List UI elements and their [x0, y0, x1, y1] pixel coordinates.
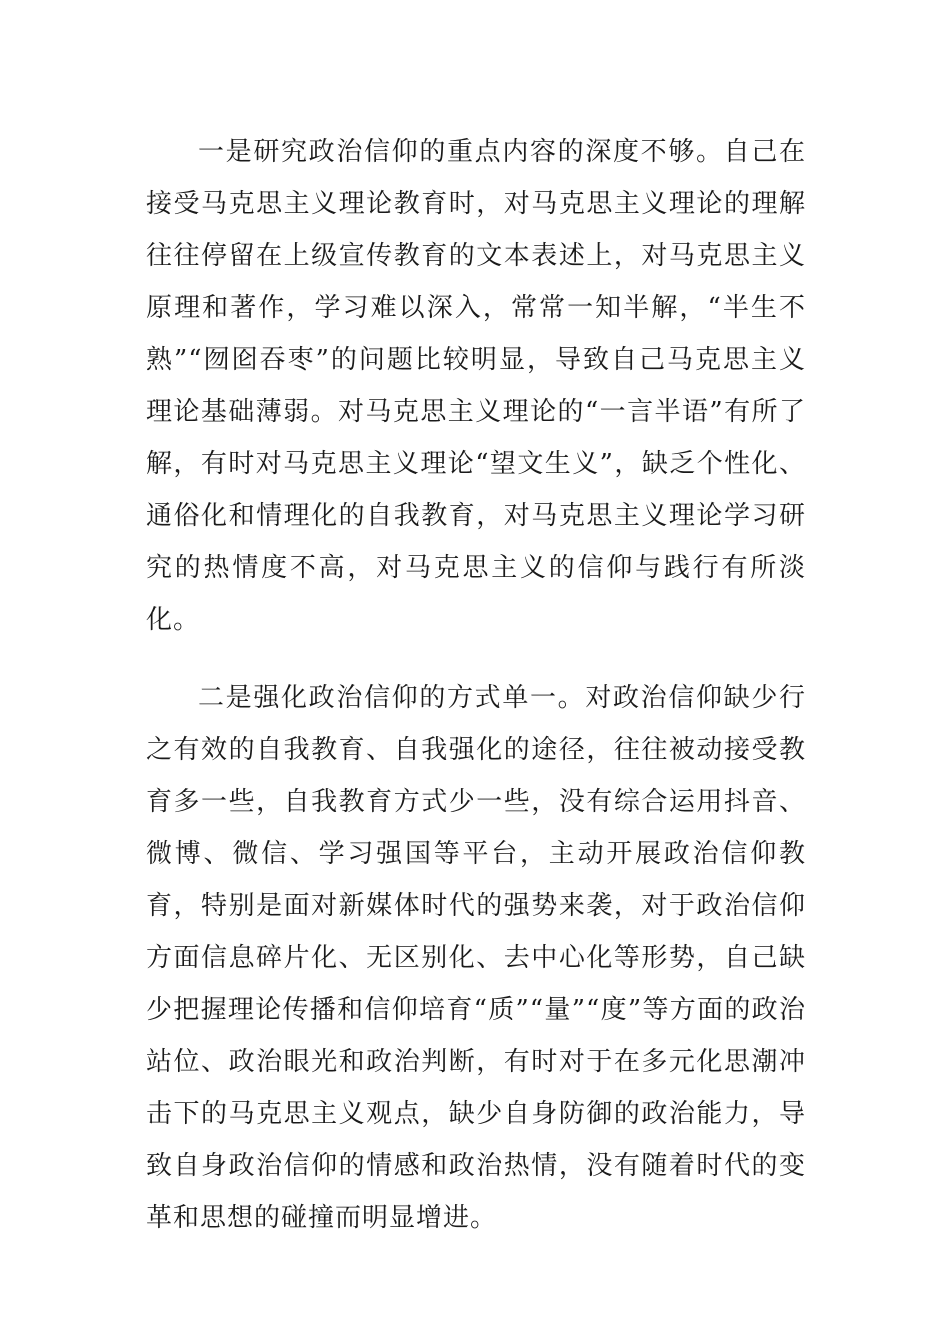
paragraph-2: 二是强化政治信仰的方式单一。对政治信仰缺少行之有效的自我教育、自我强化的途径，往往被动接受教育多一些，自我教育方式少一些，没有综合运用抖音、微博、微信、学习强国等平台，主动开展政治信仰教育，特别是面对新媒体时代的强势来袭，对于政治信仰方面信息碎片化、无区别化、去中心化等形势，自己缺少把握理论传播和信仰培育“质”“量”“度”等方面的政治站位、政治眼光和政治判断，有时对于在多元化思潮冲击下的马克思主义观点，缺少自身防御的政治能力，导致自身政治信仰的情感和政治热情，没有随着时代的变革和思想的碰撞而明显增进。: [146, 683, 806, 1233]
document-body: [146, 126, 806, 1244]
paragraph-1: 一是研究政治信仰的重点内容的深度不够。自己在接受马克思主义理论教育时，对马克思主义理论的理解往往停留在上级宣传教育的文本表述上，对马克思主义原理和著作，学习难以深入，常常一知半解，“半生不熟”“囫囵吞枣”的问题比较明显，导致自己马克思主义理论基础薄弱。对马克思主义理论的“一言半语”有所了解，有时对马克思主义理论“望文生义”，缺乏个性化、通俗化和情理化的自我教育，对马克思主义理论学习研究的热情度不高，对马克思主义的信仰与践行有所淡化。: [146, 137, 806, 635]
